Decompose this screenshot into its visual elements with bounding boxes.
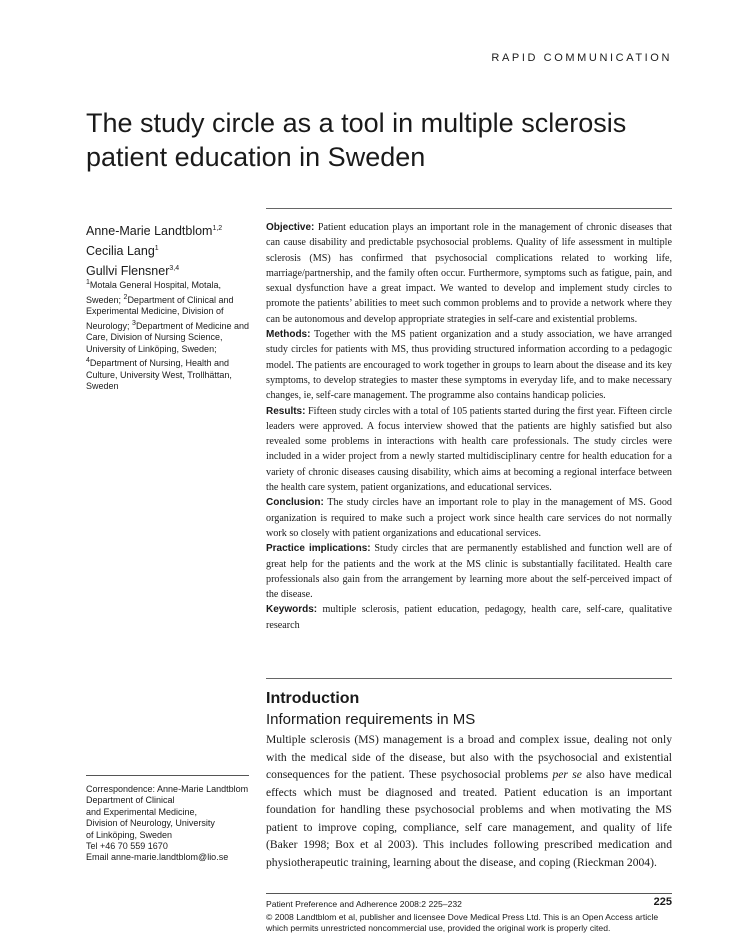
abstract-keywords: Keywords: multiple sclerosis, patient education, pedagogy, health care, self-care, qualitative research [266,604,672,631]
abstract [266,220,672,633]
license-notice: © 2008 Landtblom et al, publisher and licensee Dove Medical Press Ltd. This is an Open Access article which permits unrestricted noncommercial use, provided the original work is properly cited. [266,912,659,933]
article-title: The study circle as a tool in multiple sclerosis patient education in Sweden [86,108,627,172]
abstract-objective: Objective: Patient education plays an important role in the management of chronic diseases that can cause disability and predictable psychosocial problems. Quality of life assessment in multiple sclerosis (MS) has confirmed that psychosocial complications related to working life, marriage/partnership, and the family often occur. Furthermore, symptoms such as fatigue, pain, and sexual dysfunction have a great impact. We wanted to develop and implement study circles to promote the patients’ abilities to meet such common problems and to provide a network where they can be autonomous and develop appropriate strategies in self-care and existential problems. [266,222,672,325]
author: Gullvi Flensner$^{3,4}$ [86,264,180,279]
correspondence-line: Department of Clinical [86,795,175,806]
correspondence-line: and Experimental Medicine, [86,806,198,817]
correspondence-line: of Linköping, Sweden [86,829,173,840]
journal-citation: Patient Preference and Adherence 2008:2 225–232 [266,899,462,909]
introduction-subheading: Information requirements in MS [266,711,476,728]
correspondence-email[interactable]: Email anne-marie.landtblom@lio.se [86,852,229,863]
page-number: 225 [653,896,672,908]
abstract-bottom-rule [266,678,672,679]
author: Anne-Marie Landtblom$^{1,2}$ [86,224,223,239]
author: Cecilia Lang$^1$ [86,244,159,259]
affiliations: $^1$Motala General Hospital, Motala, Sweden; $^2$Department of Clinical and Experimental Medicine, Division of Neurology; $^3$Department of Medicine and Care, Division of Nursing Science, University of Linköping, Sweden; $^4$Department of Nursing, Health and Culture, University West, Trollhättan, Sweden [86,279,249,391]
abstract-results: Results: Fifteen study circles with a total of 105 patients started during the first year. Fifteen circle leaders were approved. A focus interview showed that the patients are highly satisfied but also revealed some problems in interactions with health care professionals. The study circles were included in a wider project from a newly started multidisciplinary centre for health education for a variety of chronic diseases causing disability, which aims at becoming a regional interface between the health care system, patient organizations, and educational services. [266,405,672,494]
correspondence-line: Division of Neurology, University [86,818,215,829]
abstract-top-rule [266,208,672,209]
abstract-methods: Methods: Together with the MS patient organization and a study association, we have arranged study circles for patients with MS, thus providing structured information according to a pedagogic model. The patients are encouraged to work together in groups to learn about the disease and its key symptoms, to develop strategies to master these symptoms in everyday life, and to make necessary changes, ie, self-care management. The programme also contains handicap policies. [266,329,672,402]
abstract-practice-implications: Practice implications: Study circles that are permanently established and function well are of great help for the patients and the work at the MS clinic is substantially facilitated. Health care professionals also gain from the arrangement by learning more about the self-perceived impact of the disease. [266,543,672,601]
correspondence-block [86,784,256,864]
correspondence-line: Tel +46 70 559 1670 [86,841,168,852]
introduction-body: Multiple sclerosis (MS) management is a broad and complex issue, dealing not only with the medical side of the disease, but also with the psychosocial and existential consequences for the patient. These psychosocial problems per se also have medical effects which must be diagnosed and treated. Patient education is an important foundation for handling these psychosocial problems and when motivating the MS patient to improve coping, compliance, self care management, and quality of life (Baker 1998; Box et al 2003). This includes following prescribed medication and physiotherapeutic training, learning about the disease, and coping (Rieckman 2004). [266,733,673,869]
author-list [86,220,256,280]
correspondence-line: Correspondence: Anne-Marie Landtblom [86,784,249,794]
introduction-heading: Introduction [266,690,360,707]
abstract-conclusion: Conclusion: The study circles have an important role to play in the management of MS. Good organization is required to make such a project work since health care services do not normally work so closely with patient organizations and educational services. [266,497,672,539]
section-label: RAPID COMMUNICATION [491,52,672,64]
footer-rule [266,893,672,894]
correspondence-divider [86,775,249,776]
